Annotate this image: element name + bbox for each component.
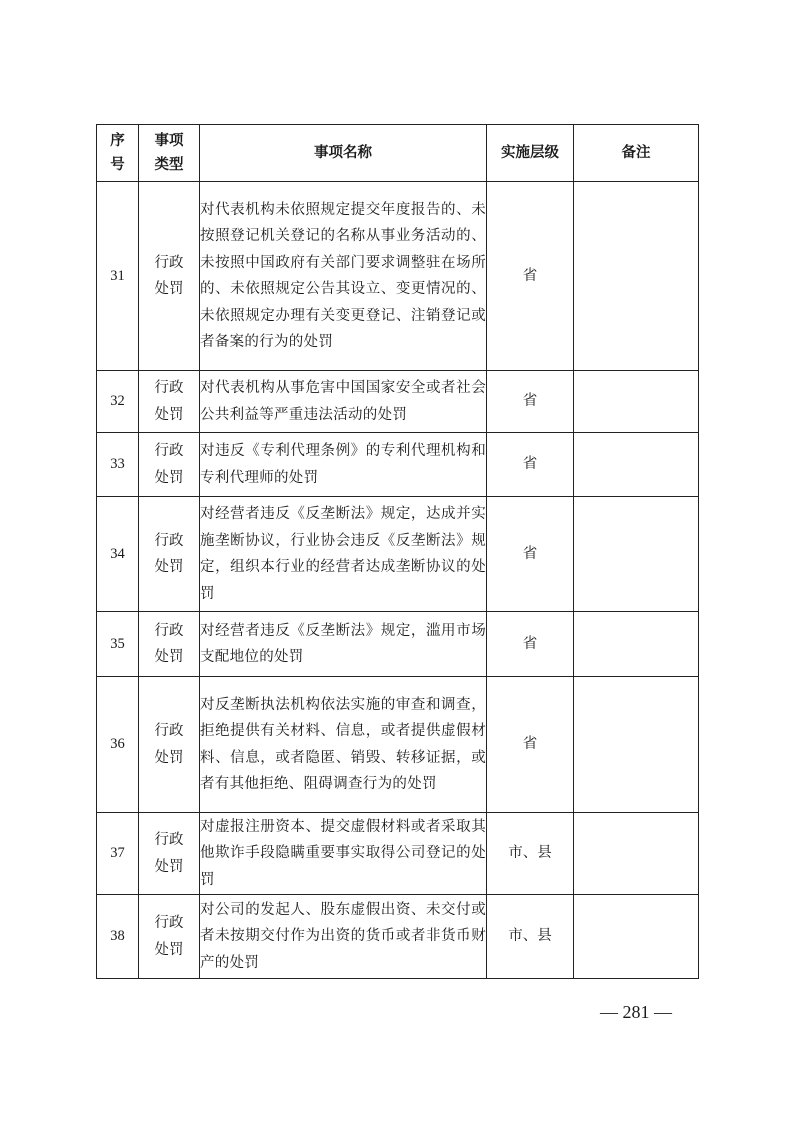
header-num: 序号 bbox=[97, 125, 139, 182]
row-number: 31 bbox=[97, 182, 139, 371]
row-number: 37 bbox=[97, 813, 139, 895]
row-level: 市、县 bbox=[487, 813, 574, 895]
table-row bbox=[97, 182, 699, 371]
row-remark bbox=[574, 895, 699, 979]
row-type: 行政处罚 bbox=[139, 813, 200, 895]
table-row bbox=[97, 813, 699, 895]
row-type: 行政处罚 bbox=[139, 433, 200, 497]
row-remark bbox=[574, 182, 699, 371]
table-header-row bbox=[97, 125, 699, 182]
row-name: 对虚报注册资本、提交虚假材料或者采取其他欺诈手段隐瞒重要事实取得公司登记的处罚 bbox=[200, 813, 487, 895]
row-remark bbox=[574, 813, 699, 895]
table-row bbox=[97, 371, 699, 433]
row-type: 行政处罚 bbox=[139, 612, 200, 677]
row-remark bbox=[574, 497, 699, 612]
row-level: 省 bbox=[487, 497, 574, 612]
page-number: — 281 — bbox=[600, 1002, 672, 1022]
row-remark bbox=[574, 433, 699, 497]
row-name: 对经营者违反《反垄断法》规定，达成并实施垄断协议，行业协会违反《反垄断法》规定，组织本行业的经营者达成垄断协议的处罚 bbox=[200, 497, 487, 612]
row-name: 对违反《专利代理条例》的专利代理机构和专利代理师的处罚 bbox=[200, 433, 487, 497]
table-row bbox=[97, 497, 699, 612]
row-type: 行政处罚 bbox=[139, 371, 200, 433]
row-type: 行政处罚 bbox=[139, 497, 200, 612]
header-remark: 备注 bbox=[574, 125, 699, 182]
header-level: 实施层级 bbox=[487, 125, 574, 182]
row-level: 省 bbox=[487, 371, 574, 433]
row-type: 行政处罚 bbox=[139, 677, 200, 813]
row-name: 对代表机构未依照规定提交年度报告的、未按照登记机关登记的名称从事业务活动的、未按照中国政府有关部门要求调整驻在场所的、未依照规定公告其设立、变更情况的、未依照规定办理有关变更登记、注销登记或者备案的行为的处罚 bbox=[200, 182, 487, 371]
items-table bbox=[96, 124, 699, 979]
row-level: 市、县 bbox=[487, 895, 574, 979]
table-row bbox=[97, 895, 699, 979]
header-type: 事项类型 bbox=[139, 125, 200, 182]
row-number: 36 bbox=[97, 677, 139, 813]
row-level: 省 bbox=[487, 677, 574, 813]
row-number: 32 bbox=[97, 371, 139, 433]
row-type: 行政处罚 bbox=[139, 182, 200, 371]
row-remark bbox=[574, 677, 699, 813]
row-remark bbox=[574, 371, 699, 433]
row-number: 38 bbox=[97, 895, 139, 979]
row-number: 34 bbox=[97, 497, 139, 612]
row-level: 省 bbox=[487, 433, 574, 497]
row-type: 行政处罚 bbox=[139, 895, 200, 979]
row-number: 35 bbox=[97, 612, 139, 677]
row-name: 对公司的发起人、股东虚假出资、未交付或者未按期交付作为出资的货币或者非货币财产的处罚 bbox=[200, 895, 487, 979]
row-name: 对代表机构从事危害中国国家安全或者社会公共利益等严重违法活动的处罚 bbox=[200, 371, 487, 433]
row-level: 省 bbox=[487, 612, 574, 677]
table-row bbox=[97, 677, 699, 813]
row-name: 对经营者违反《反垄断法》规定，滥用市场支配地位的处罚 bbox=[200, 612, 487, 677]
row-number: 33 bbox=[97, 433, 139, 497]
row-name: 对反垄断执法机构依法实施的审查和调查，拒绝提供有关材料、信息，或者提供虚假材料、信息，或者隐匿、销毁、转移证据，或者有其他拒绝、阻碍调查行为的处罚 bbox=[200, 677, 487, 813]
row-level: 省 bbox=[487, 182, 574, 371]
header-name: 事项名称 bbox=[200, 125, 487, 182]
table-row bbox=[97, 433, 699, 497]
row-remark bbox=[574, 612, 699, 677]
table-row bbox=[97, 612, 699, 677]
